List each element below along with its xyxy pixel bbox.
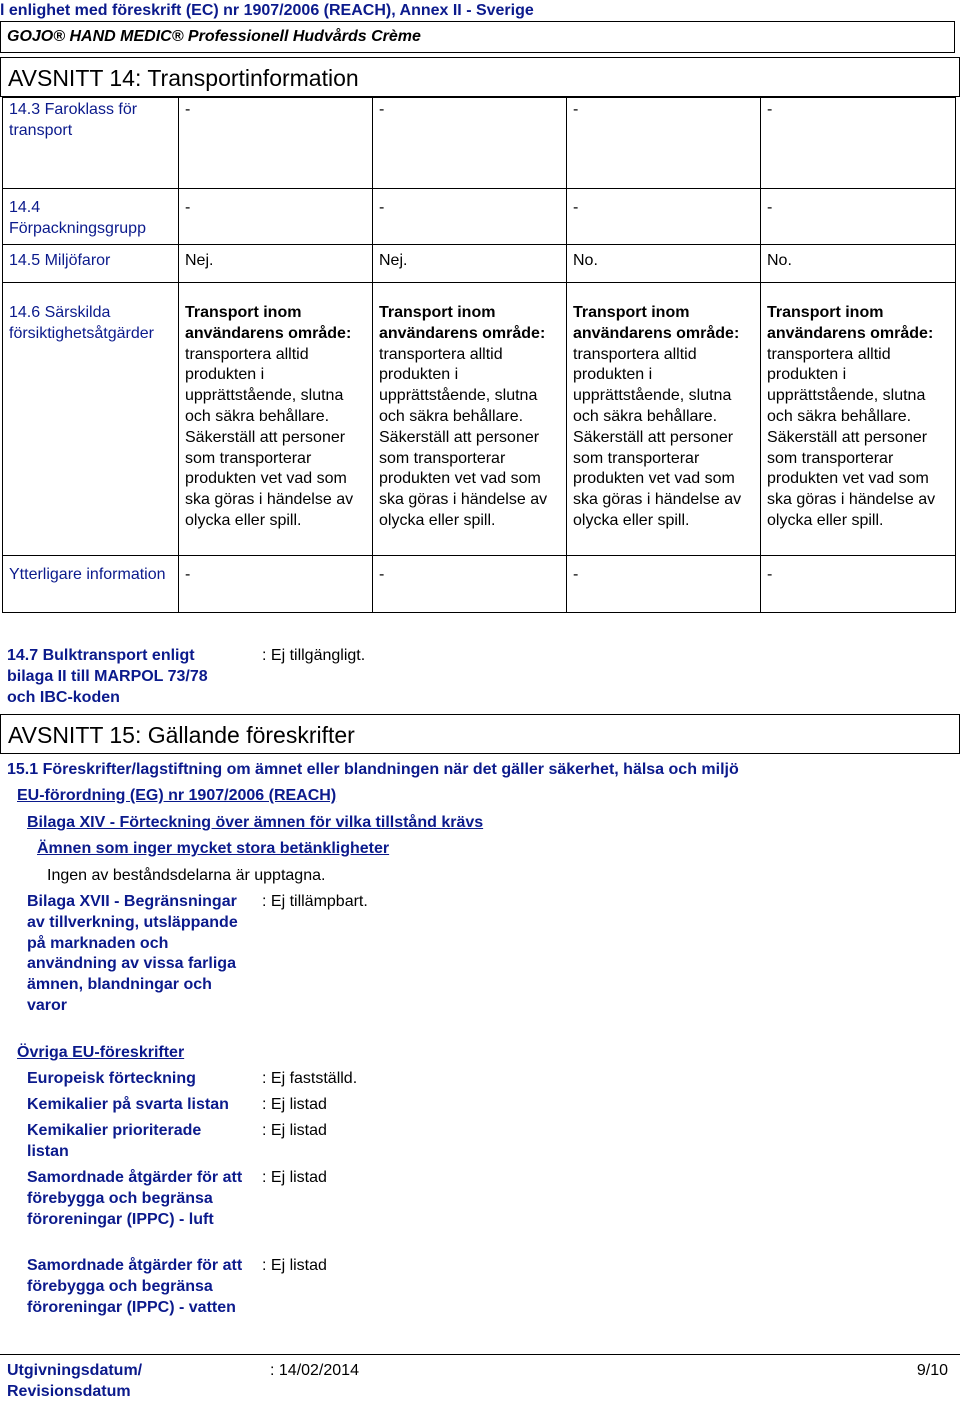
section-15-title: AVSNITT 15: Gällande föreskrifter <box>8 722 355 748</box>
cell-value: - <box>567 98 761 189</box>
transport-table <box>2 97 956 613</box>
cell-value: - <box>179 189 373 245</box>
label-faroklass: 14.3 Faroklass för transport <box>3 98 179 189</box>
black-list-value: : Ej listad <box>262 1096 327 1113</box>
precautions-bold: Transport inom användarens område: <box>767 304 934 342</box>
precautions-cell <box>373 283 567 556</box>
document-title: l enlighet med föreskrift (EC) nr 1907/2006 (REACH), Annex II - Sverige <box>0 2 534 19</box>
row-sarskilda <box>3 283 956 556</box>
annex-xvii-label: Bilaga XVII - Begränsningar av tillverkning, utsläppande på marknaden och användning av vissa farliga ämnen, blandningar och varor <box>27 893 238 1014</box>
cell-value: Nej. <box>179 245 373 283</box>
precautions-bold: Transport inom användarens område: <box>573 304 740 342</box>
precautions-cell <box>179 283 373 556</box>
black-list-label: Kemikalier på svarta listan <box>27 1096 229 1113</box>
label-miljofaror: 14.5 Miljöfaror <box>3 245 179 283</box>
footer-date-label: Utgivningsdatum/ Revisionsdatum <box>7 1362 143 1400</box>
row-miljofaror <box>3 245 956 283</box>
svhc-link[interactable]: Ämnen som inger mycket stora betänkligheter <box>37 840 390 857</box>
footer-date-value: : 14/02/2014 <box>270 1362 359 1379</box>
eu-inventory-label: Europeisk förteckning <box>27 1070 196 1087</box>
cell-value: Nej. <box>373 245 567 283</box>
precautions-cell <box>761 283 956 556</box>
ippc-water-value: : Ej listad <box>262 1257 327 1274</box>
priority-list-label: Kemikalier prioriterade listan <box>27 1122 202 1160</box>
cell-value: - <box>567 189 761 245</box>
ippc-water-label: Samordnade åtgärder för att förebygga och begränsa föroreningar (IPPC) - vatten <box>27 1257 243 1316</box>
ippc-air-value: : Ej listad <box>262 1169 327 1186</box>
cell-value: - <box>373 189 567 245</box>
svhc-value: Ingen av beståndsdelarna är upptagna. <box>47 867 326 884</box>
priority-list-value: : Ej listad <box>262 1122 327 1139</box>
eu-inventory-value: : Ej fastställd. <box>262 1070 358 1087</box>
label-sarskilda: 14.6 Särskilda försiktighetsåtgärder <box>3 283 179 556</box>
precautions-bold: Transport inom användarens område: <box>379 304 546 342</box>
precautions-text: transportera alltid produkten i upprättstående, slutna och säkra behållare. Säkerställ att personer som transporterar produkten vet vad som ska göras i händelse av olycka eller spill. <box>379 345 548 529</box>
cell-value: No. <box>761 245 956 283</box>
cell-value: - <box>567 556 761 613</box>
cell-value: - <box>761 98 956 189</box>
cell-value: - <box>179 98 373 189</box>
row-ytterligare <box>3 556 956 613</box>
footer-rule <box>0 1354 960 1355</box>
label-ytterligare: Ytterligare information <box>3 556 179 613</box>
section-15-heading <box>0 714 960 754</box>
product-name: GOJO® HAND MEDIC® Professionell Hudvårds Crème <box>7 28 421 45</box>
cell-value: - <box>761 189 956 245</box>
precautions-text: transportera alltid produkten i upprättstående, slutna och säkra behållare. Säkerställ att personer som transporterar produkten vet vad som ska göras i händelse av olycka eller spill. <box>185 345 354 529</box>
cell-value: - <box>179 556 373 613</box>
eu-regulation-link[interactable]: EU-förordning (EG) nr 1907/2006 (REACH) <box>17 787 337 804</box>
row-forpackningsgrupp <box>3 189 956 245</box>
cell-value: - <box>373 556 567 613</box>
precautions-text: transportera alltid produkten i upprättstående, slutna och säkra behållare. Säkerställ att personer som transporterar produkten vet vad som ska göras i händelse av olycka eller spill. <box>767 345 936 529</box>
section-14-title: AVSNITT 14: Transportinformation <box>8 65 359 91</box>
page-number: 9/10 <box>916 1362 948 1379</box>
subsection-15-1: 15.1 Föreskrifter/lagstiftning om ämnet eller blandningen när det gäller säkerhet, hälsa och miljö <box>7 761 739 778</box>
precautions-cell <box>567 283 761 556</box>
row-faroklass <box>3 98 956 189</box>
ippc-air-label: Samordnade åtgärder för att förebygga och begränsa föroreningar (IPPC) - luft <box>27 1169 243 1228</box>
label-forpackningsgrupp: 14.4 Förpackningsgrupp <box>3 189 179 245</box>
other-eu-regs-link[interactable]: Övriga EU-föreskrifter <box>17 1044 185 1061</box>
cell-value: - <box>373 98 567 189</box>
cell-value: - <box>761 556 956 613</box>
annex-xiv-link[interactable]: Bilaga XIV - Förteckning över ämnen för vilka tillstånd krävs <box>27 814 484 831</box>
precautions-bold: Transport inom användarens område: <box>185 304 352 342</box>
cell-value: No. <box>567 245 761 283</box>
annex-xvii-value: : Ej tillämpbart. <box>262 893 368 910</box>
section-14-heading <box>0 57 960 97</box>
bulk-transport-value: : Ej tillgängligt. <box>262 647 366 664</box>
bulk-transport-label: 14.7 Bulktransport enligt bilaga II till MARPOL 73/78 och IBC-koden <box>7 647 208 706</box>
precautions-text: transportera alltid produkten i upprättstående, slutna och säkra behållare. Säkerställ att personer som transporterar produkten vet vad som ska göras i händelse av olycka eller spill. <box>573 345 742 529</box>
